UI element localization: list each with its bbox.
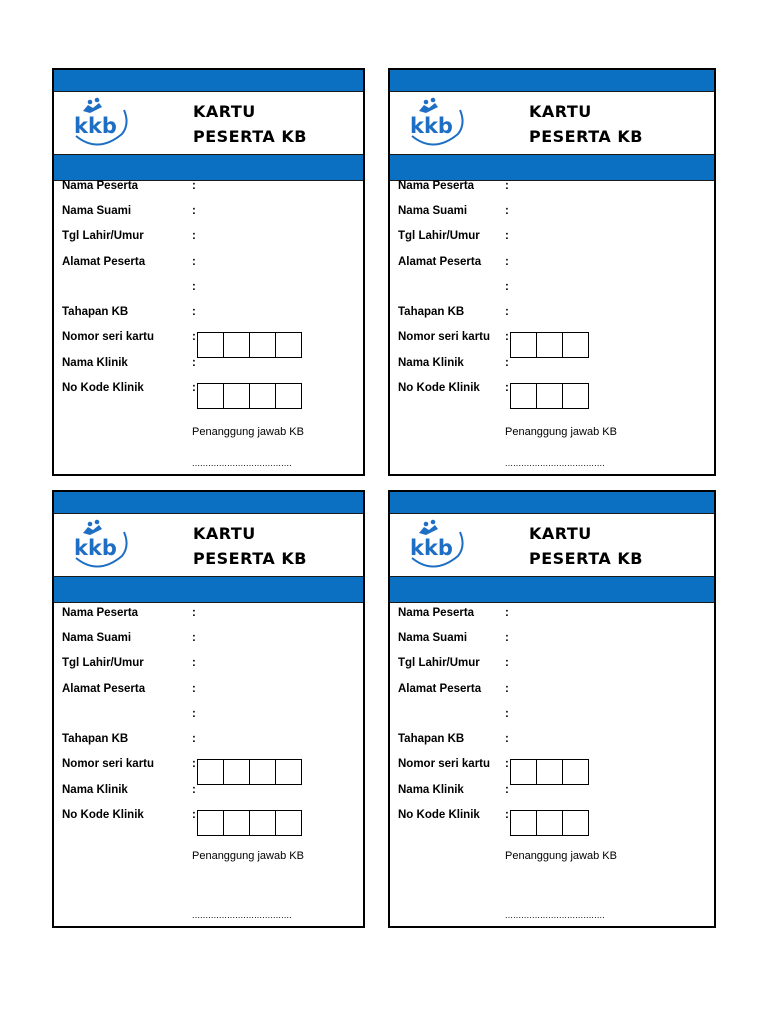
colon-alamat-2: : xyxy=(505,708,509,720)
digit-box xyxy=(223,759,250,785)
colon-tahapan: : xyxy=(505,733,509,745)
colon-nama-peserta: : xyxy=(192,180,196,192)
responsible-label: Penanggung jawab KB xyxy=(192,850,304,862)
label-tahapan: Tahapan KB xyxy=(62,306,129,318)
label-nomor-seri: Nomor seri kartu xyxy=(398,758,491,770)
colon-kode-klinik: : xyxy=(505,809,509,821)
title-line-1: KARTU xyxy=(529,102,592,121)
label-nama-klinik: Nama Klinik xyxy=(398,357,464,369)
digit-box xyxy=(536,810,563,836)
kb-card-top-right xyxy=(388,68,716,476)
card-title xyxy=(193,521,307,571)
kode-klinik-boxes xyxy=(510,383,588,409)
kkb-logo xyxy=(404,96,468,150)
digit-box xyxy=(197,759,224,785)
digit-box xyxy=(275,810,302,836)
digit-box xyxy=(536,383,563,409)
nomor-seri-boxes xyxy=(197,332,301,358)
title-line-1: KARTU xyxy=(193,524,256,543)
card-title xyxy=(529,99,643,149)
colon-alamat: : xyxy=(505,256,509,268)
colon-nama-peserta: : xyxy=(505,607,509,619)
card-mid-band xyxy=(390,154,714,181)
signature-line: ..................................... xyxy=(192,458,292,468)
kb-card-bottom-right xyxy=(388,490,716,928)
label-nama-peserta: Nama Peserta xyxy=(398,607,475,619)
colon-nomor-seri: : xyxy=(192,331,196,343)
label-nama-suami: Nama Suami xyxy=(62,632,132,644)
colon-tgl-lahir: : xyxy=(505,657,509,669)
colon-nama-klinik: : xyxy=(192,784,196,796)
colon-nama-suami: : xyxy=(192,205,196,217)
title-line-1: KARTU xyxy=(529,524,592,543)
card-title xyxy=(529,521,643,571)
colon-alamat-2: : xyxy=(192,708,196,720)
digit-box xyxy=(510,759,537,785)
card-top-band xyxy=(390,492,714,514)
label-nama-peserta: Nama Peserta xyxy=(62,607,139,619)
label-alamat: Alamat Peserta xyxy=(398,683,482,695)
colon-tgl-lahir: : xyxy=(505,230,509,242)
kkb-logo xyxy=(404,518,468,572)
digit-box xyxy=(562,810,589,836)
colon-nama-peserta: : xyxy=(505,180,509,192)
digit-box xyxy=(223,332,250,358)
kode-klinik-boxes xyxy=(510,810,588,836)
svg-text:kkb: kkb xyxy=(74,536,117,560)
colon-nama-peserta: : xyxy=(192,607,196,619)
card-top-band xyxy=(54,70,363,92)
signature-line: ..................................... xyxy=(192,910,292,920)
label-nama-klinik: Nama Klinik xyxy=(398,784,464,796)
digit-box xyxy=(562,759,589,785)
responsible-label: Penanggung jawab KB xyxy=(505,850,617,862)
label-kode-klinik: No Kode Klinik xyxy=(398,382,480,394)
title-line-2: PESERTA KB xyxy=(193,549,307,568)
colon-tahapan: : xyxy=(505,306,509,318)
digit-box xyxy=(275,332,302,358)
label-nama-klinik: Nama Klinik xyxy=(62,784,128,796)
label-nama-peserta: Nama Peserta xyxy=(398,180,475,192)
colon-kode-klinik: : xyxy=(192,809,196,821)
nomor-seri-boxes xyxy=(197,759,301,785)
label-tgl-lahir: Tgl Lahir/Umur xyxy=(398,230,480,242)
digit-box xyxy=(510,810,537,836)
card-title xyxy=(193,99,307,149)
title-line-1: KARTU xyxy=(193,102,256,121)
label-tahapan: Tahapan KB xyxy=(62,733,129,745)
digit-box xyxy=(197,810,224,836)
colon-kode-klinik: : xyxy=(192,382,196,394)
colon-nomor-seri: : xyxy=(505,331,509,343)
digit-box xyxy=(249,810,276,836)
digit-box xyxy=(562,332,589,358)
label-nomor-seri: Nomor seri kartu xyxy=(398,331,491,343)
label-alamat: Alamat Peserta xyxy=(398,256,482,268)
digit-box xyxy=(249,759,276,785)
digit-box xyxy=(223,810,250,836)
label-kode-klinik: No Kode Klinik xyxy=(62,809,144,821)
colon-alamat: : xyxy=(192,256,196,268)
kode-klinik-boxes xyxy=(197,383,301,409)
label-nama-suami: Nama Suami xyxy=(398,205,468,217)
colon-tgl-lahir: : xyxy=(192,230,196,242)
digit-box xyxy=(197,332,224,358)
title-line-2: PESERTA KB xyxy=(193,127,307,146)
colon-nama-klinik: : xyxy=(192,357,196,369)
kkb-logo xyxy=(68,518,132,572)
label-tgl-lahir: Tgl Lahir/Umur xyxy=(398,657,480,669)
nomor-seri-boxes xyxy=(510,759,588,785)
colon-alamat: : xyxy=(192,683,196,695)
responsible-label: Penanggung jawab KB xyxy=(505,426,617,438)
digit-box xyxy=(510,383,537,409)
colon-nama-suami: : xyxy=(505,205,509,217)
digit-box xyxy=(275,759,302,785)
colon-tahapan: : xyxy=(192,306,196,318)
label-alamat: Alamat Peserta xyxy=(62,683,146,695)
colon-nomor-seri: : xyxy=(505,758,509,770)
colon-alamat: : xyxy=(505,683,509,695)
label-kode-klinik: No Kode Klinik xyxy=(398,809,480,821)
digit-box xyxy=(275,383,302,409)
digit-box xyxy=(510,332,537,358)
colon-kode-klinik: : xyxy=(505,382,509,394)
colon-nama-suami: : xyxy=(192,632,196,644)
label-tahapan: Tahapan KB xyxy=(398,733,465,745)
signature-line: ..................................... xyxy=(505,910,605,920)
card-top-band xyxy=(54,492,363,514)
card-mid-band xyxy=(54,576,363,603)
kkb-logo xyxy=(68,96,132,150)
svg-text:kkb: kkb xyxy=(410,536,453,560)
card-mid-band xyxy=(54,154,363,181)
title-line-2: PESERTA KB xyxy=(529,549,643,568)
kb-card-bottom-left xyxy=(52,490,365,928)
digit-box xyxy=(197,383,224,409)
signature-line: ..................................... xyxy=(505,458,605,468)
label-tgl-lahir: Tgl Lahir/Umur xyxy=(62,230,144,242)
kode-klinik-boxes xyxy=(197,810,301,836)
colon-tgl-lahir: : xyxy=(192,657,196,669)
colon-nama-suami: : xyxy=(505,632,509,644)
kb-card-top-left xyxy=(52,68,365,476)
digit-box xyxy=(223,383,250,409)
label-nama-klinik: Nama Klinik xyxy=(62,357,128,369)
card-top-band xyxy=(390,70,714,92)
digit-box xyxy=(249,383,276,409)
digit-box xyxy=(536,332,563,358)
title-line-2: PESERTA KB xyxy=(529,127,643,146)
label-nama-suami: Nama Suami xyxy=(398,632,468,644)
responsible-label: Penanggung jawab KB xyxy=(192,426,304,438)
label-nama-peserta: Nama Peserta xyxy=(62,180,139,192)
svg-text:kkb: kkb xyxy=(74,114,117,138)
label-nama-suami: Nama Suami xyxy=(62,205,132,217)
label-nomor-seri: Nomor seri kartu xyxy=(62,758,155,770)
colon-nama-klinik: : xyxy=(505,357,509,369)
colon-alamat-2: : xyxy=(505,281,509,293)
colon-alamat-2: : xyxy=(192,281,196,293)
label-tgl-lahir: Tgl Lahir/Umur xyxy=(62,657,144,669)
label-kode-klinik: No Kode Klinik xyxy=(62,382,144,394)
label-nomor-seri: Nomor seri kartu xyxy=(62,331,155,343)
digit-box xyxy=(536,759,563,785)
colon-nama-klinik: : xyxy=(505,784,509,796)
label-alamat: Alamat Peserta xyxy=(62,256,146,268)
colon-nomor-seri: : xyxy=(192,758,196,770)
nomor-seri-boxes xyxy=(510,332,588,358)
digit-box xyxy=(562,383,589,409)
colon-tahapan: : xyxy=(192,733,196,745)
svg-text:kkb: kkb xyxy=(410,114,453,138)
card-mid-band xyxy=(390,576,714,603)
label-tahapan: Tahapan KB xyxy=(398,306,465,318)
digit-box xyxy=(249,332,276,358)
